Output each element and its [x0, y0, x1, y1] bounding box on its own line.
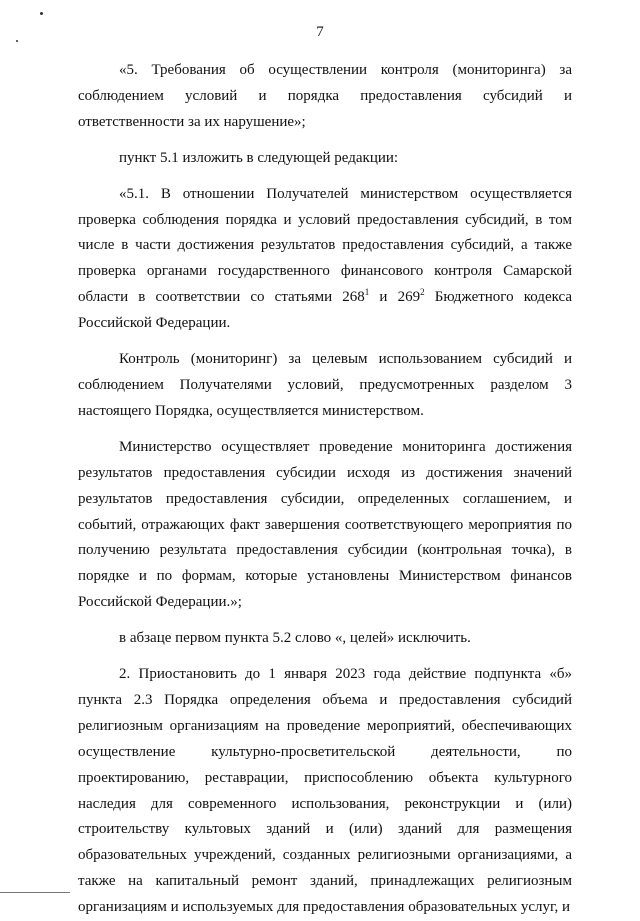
text-run: и 269: [369, 289, 421, 306]
paragraph: [78, 182, 572, 337]
paragraph: пункт 5.1 изложить в следующей редакции:: [119, 149, 399, 166]
text-run: «5.1. В отношении Получателей министерством осуществляется проверка соблюдения порядка и условий предоставления субсидий, в том числе в части достижения результатов предоставления субсидий, а также проверка органами государственного финансового контроля Самарской области в соответствии со статьями 268: [78, 185, 572, 306]
superscript: 1: [364, 287, 370, 298]
scan-speck: [40, 12, 43, 15]
paragraph: в абзаце первом пункта 5.2 слово «, целей» исключить.: [119, 630, 471, 647]
scan-edge-line: [0, 892, 70, 893]
paragraph: «5. Требования об осуществлении контроля (мониторинга) за соблюдением условий и порядка предоставления субсидий и ответственности за их нарушение»;: [78, 62, 572, 130]
paragraph: Министерство осуществляет проведение мониторинга достижения результатов предоставления субсидии исходя из достижения значений результатов предоставления субсидии, определенных соглашением, и событий, отражающих факт завершения соответствующего мероприятия по получению результата предоставления субсидии (контрольная точка), в порядке и по формам, которые установлены Министерством финансов Российской Федерации.»;: [78, 438, 572, 611]
document-body: [78, 58, 572, 921]
page-number: 7: [316, 24, 324, 40]
text-run: Бюджетного кодекса Российской Федерации.: [78, 289, 573, 332]
paragraph: Контроль (мониторинг) за целевым использованием субсидий и соблюдением Получателями условий, предусмотренных разделом 3 настоящего Порядка, осуществляется министерством.: [78, 351, 572, 419]
superscript: 2: [420, 287, 425, 298]
paragraph: 2. Приостановить до 1 января 2023 года действие подпункта «б» пункта 2.3 Порядка определения объема и предоставления субсидий религиозным организациям на проведение мероприятий, обеспечивающих осуществление культурно-просветительской деятельности, по проектированию, реставрации, приспособлению объекта культурного наследия для современного использования, реконструкции и (или) строительству культовых зданий и (или) зданий для размещения образовательных учреждений, созданных религиозными организациями, а также на капитальный ремонт зданий, принадлежащих религиозным организациям и используемых для предоставления образовательных услуг, и: [78, 666, 572, 916]
